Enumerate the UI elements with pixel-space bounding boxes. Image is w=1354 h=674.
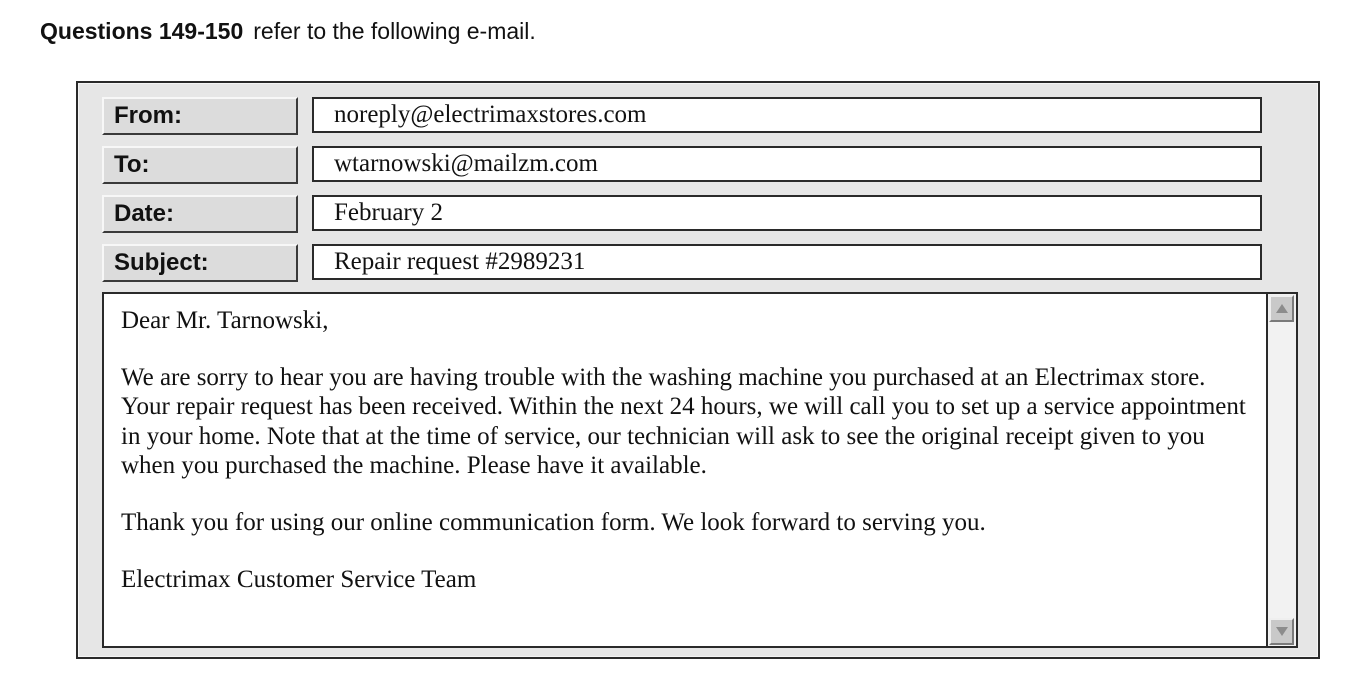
date-label: Date: (102, 195, 298, 233)
to-label: To: (102, 146, 298, 184)
email-signature: Electrimax Customer Service Team (121, 565, 477, 593)
body-scrollbar[interactable] (1268, 292, 1298, 648)
triangle-up-icon (1276, 304, 1288, 313)
to-field[interactable]: wtarnowski@mailzm.com (312, 146, 1262, 182)
email-paragraph-2: Thank you for using our online communication form. We look forward to serving you. (121, 508, 986, 536)
email-body[interactable] (102, 292, 1268, 648)
from-label: From: (102, 97, 298, 135)
email-window (76, 81, 1320, 659)
from-field[interactable]: noreply@electrimaxstores.com (312, 97, 1262, 133)
email-paragraph-1: We are sorry to hear you are having trouble with the washing machine you purchased at an Electrimax store. Your repair request has been received. Within the next 24 hours, we will call you to set up a service appointment in your home. Note that at the time of service, our technician will ask to see the original receipt given to you when you purchased the machine. Please have it available. (121, 363, 1246, 480)
subject-field[interactable]: Repair request #2989231 (312, 244, 1262, 280)
email-greeting: Dear Mr. Tarnowski, (121, 307, 329, 334)
scroll-up-button[interactable] (1269, 295, 1294, 322)
date-field[interactable]: February 2 (312, 195, 1262, 231)
triangle-down-icon (1276, 627, 1288, 636)
subject-label: Subject: (102, 244, 298, 282)
instructions-line (40, 18, 536, 45)
instructions-text: refer to the following e-mail. (253, 18, 536, 44)
question-range: Questions 149-150 (40, 18, 244, 44)
scroll-down-button[interactable] (1269, 618, 1294, 645)
